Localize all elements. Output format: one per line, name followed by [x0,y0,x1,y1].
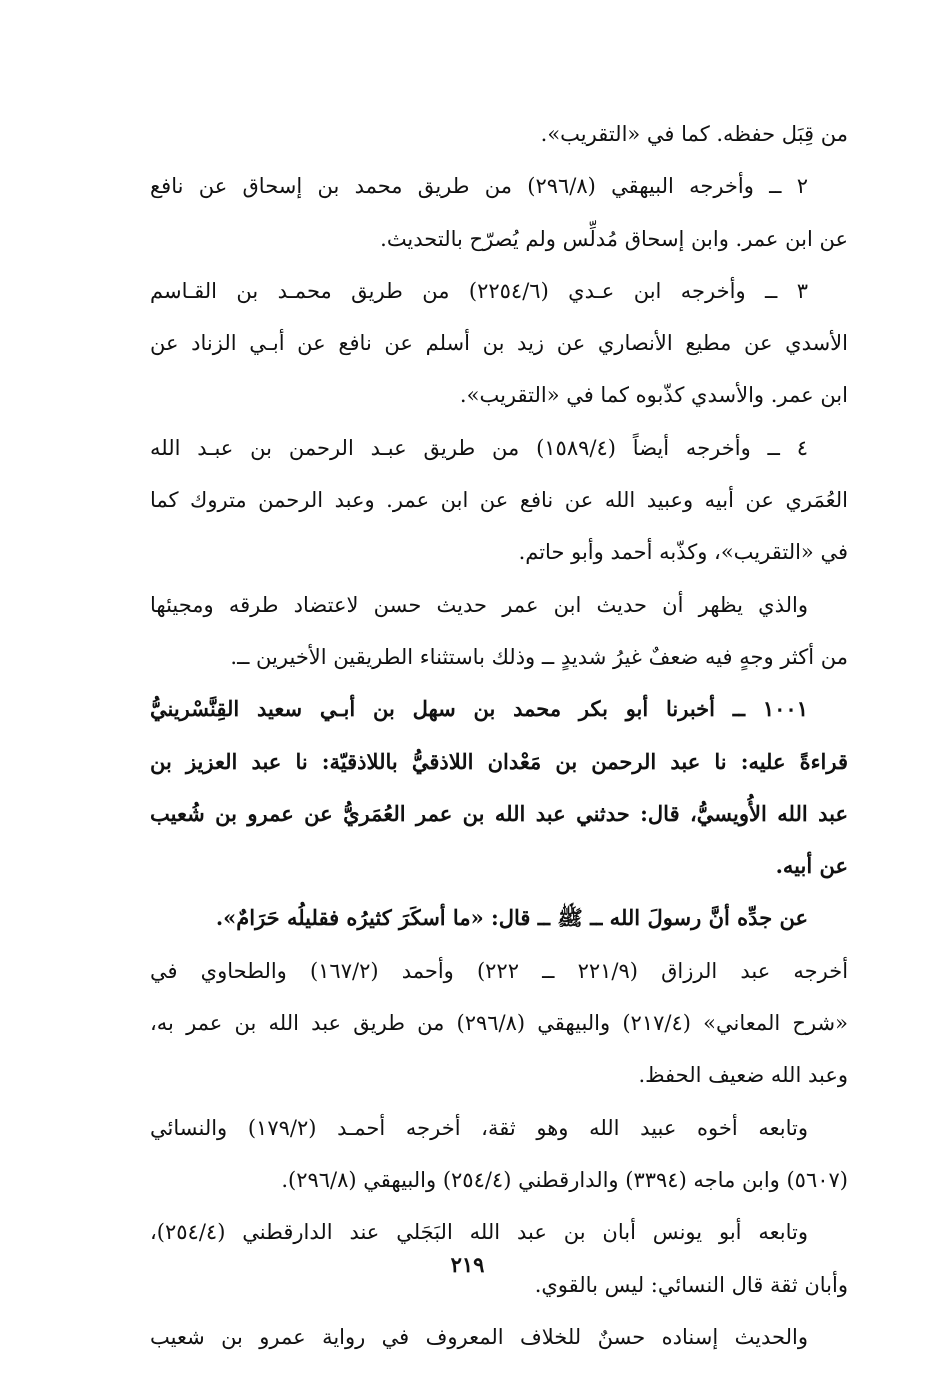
text-line: وعبد الله ضعيف الحفظ. [638,1063,848,1088]
text-line: ٤ ــ وأخرجه أيضاً (١٥٨٩/٤) من طريق عبـد الرحمن بن عبـد الله [150,435,808,460]
text-line: في «التقريب»، وكذّبه أحمد وأبو حاتم. [518,540,848,565]
text-line: أخرجه عبد الرزاق (٢٢١/٩ ــ ٢٢٢) وأحمد (١٦٧/٢) والطحاوي في [150,958,848,983]
text-line: وتابعه أخوه عبيد الله وهو ثقة، أخرجه أحمـد (١٧٩/٢) والنسائي [150,1115,808,1140]
text-line: عن أبيه. [775,853,848,879]
text-line: عن جدِّه أنَّ رسولَ الله ــ ﷺ ــ قال: «ما أسكَرَ كثيرُه فقليلُه حَرَامٌ». [215,905,808,931]
text-line: عبد الله الأُويسيُّ، قال: حدثني عبد الله بن عمر العُمَريُّ عن عمرو بن شُعيب [150,800,848,826]
text-line: «شرح المعاني» (٢١٧/٤) والبيهقي (٢٩٦/٨) من طريق عبد الله بن عمر به، [150,1011,848,1036]
text-line: قراءةً عليه: نا عبد الرحمن بن مَعْدان اللاذقيُّ باللاذقيّة: نا عبد العزيز بن [150,748,848,774]
page-body-text [150,108,848,1363]
text-line: وأبان ثقة قال النسائي: ليس بالقوي. [534,1272,848,1297]
text-line: عن ابن عمر. وابن إسحاق مُدلِّس ولم يُصرّح بالتحديث. [380,226,848,251]
text-line: ابن عمر. والأسدي كذّبوه كما في «التقريب». [459,383,848,408]
text-line: العُمَري عن أبيه وعبيد الله عن نافع عن ابن عمر. وعبد الرحمن متروك كما [150,488,848,513]
text-line: وتابعه أبو يونس أبان بن عبد الله البَجَلي عند الدارقطني (٢٥٤/٤)، [150,1220,808,1245]
text-line: والذي يظهر أن حديث ابن عمر حديث حسن لاعتضاد طرقه ومجيئها [150,592,808,617]
page-number: ٢١٩ [450,1252,485,1277]
text-line: والحديث إسناده حسنٌ للخلاف المعروف في رواية عمرو بن شعيب [150,1324,808,1349]
text-line: من أكثر وجهٍ فيه ضعفٌ غيرُ شديدٍ ــ وذلك باستثناء الطريقين الأخيرين ــ. [230,644,848,669]
text-line: (٥٦٠٧) وابن ماجه (٣٣٩٤) والدارقطني (٢٥٤/٤) والبيهقي (٢٩٦/٨). [281,1167,848,1192]
text-line: الأسدي عن مطيع الأنصاري عن زيد بن أسلم عن نافع عن أبـي الزناد عن [150,331,848,356]
text-line: ٣ ــ وأخرجه ابن عـدي (٢٢٥٤/٦) من طريق محمـد بن القـاسم [150,278,808,303]
text-line: من قِبَل حفظه. كما في «التقريب». [540,122,848,146]
text-line: ١٠٠١ ــ أخبرنا أبو بكر محمد بن سهل بن أبـي سعيد القِنَّسْرينيُّ [150,696,808,722]
text-line: ٢ ــ وأخرجه البيهقي (٢٩٦/٨) من طريق محمد بن إسحاق عن نافع [150,174,808,199]
